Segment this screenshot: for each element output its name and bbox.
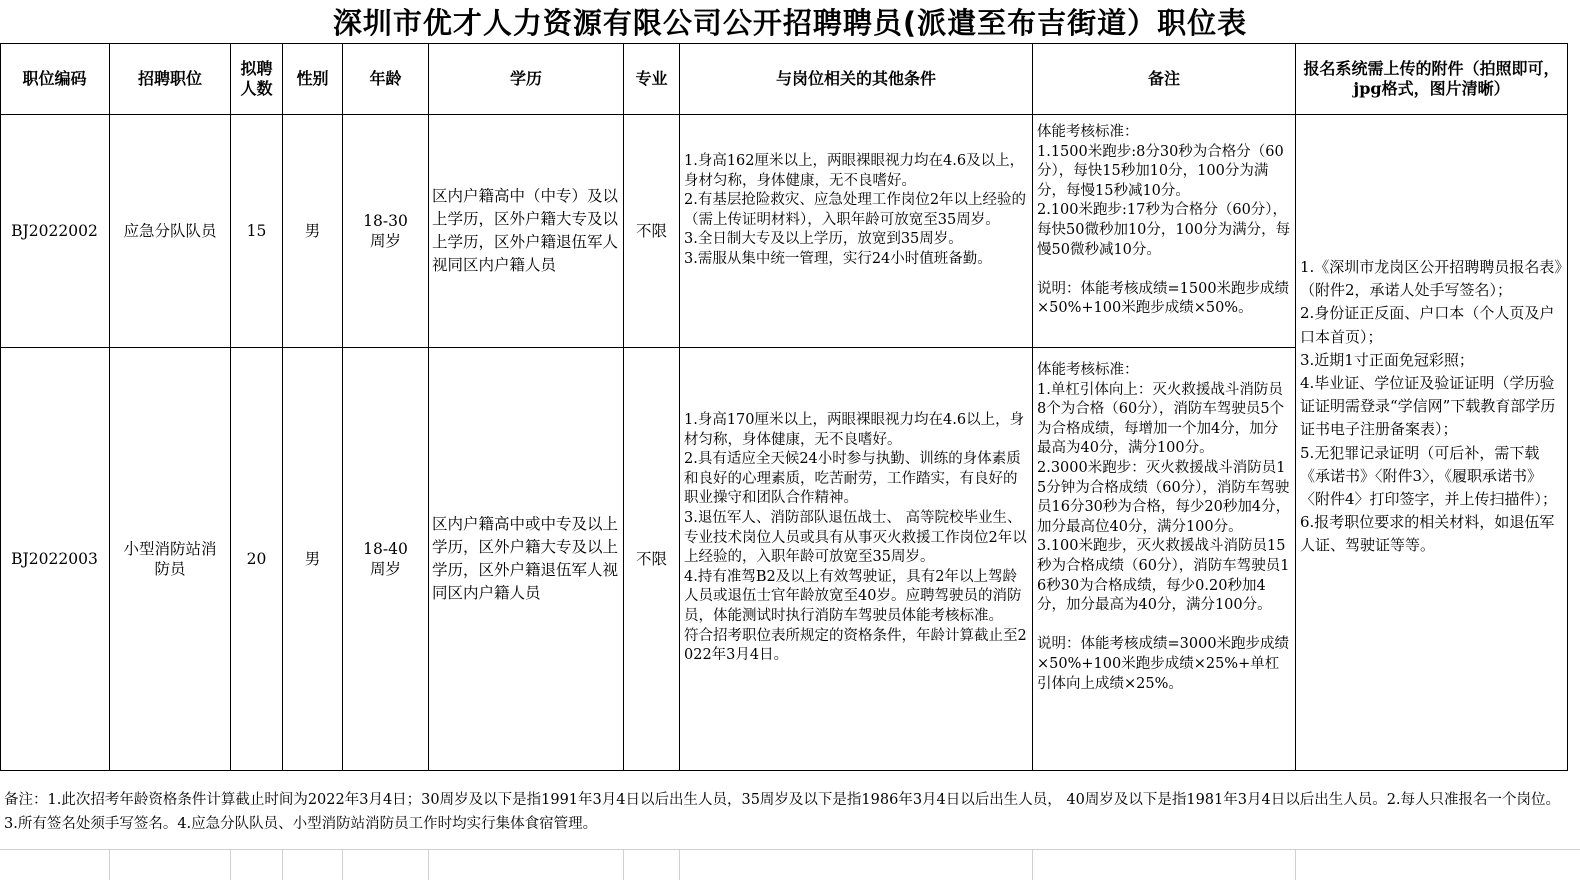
condition-line: 3.需服从集中统一管理，实行24小时值班备勤。 [684, 250, 992, 267]
row1-count: 15 [246, 222, 267, 240]
col-line [1567, 43, 1568, 771]
remark-line: 1.1500米跑步:8分30秒为合格分（60分），每快15秒加10分，100分为满分，每慢15秒减10分。 [1037, 143, 1284, 199]
header-count: 拟聘人数 [240, 59, 273, 98]
attachment-item: 5.无犯罪记录证明（可后补，需下载《承诺书》〈附件3〉，《履职承诺书》〈附件4〉打印签字，并上传扫描件）； [1300, 443, 1558, 509]
row2-major: 不限 [635, 550, 667, 568]
sheet-gridline [230, 849, 231, 880]
header-remarks: 备注 [1147, 69, 1180, 88]
row1-age: 18-30周岁 [363, 212, 408, 250]
condition-line: 符合招考职位表所规定的资格条件，年龄计算截止至2022年3月4日。 [684, 627, 1027, 664]
row2-code: BJ2022003 [11, 550, 98, 568]
attachment-item: 1.《深圳市龙岗区公开招聘聘员报名表》（附件2，承诺人处手写签名）； [1300, 258, 1562, 300]
sheet-gridline [109, 849, 110, 880]
remark-line: 1.单杠引体向上：灭火救援战斗消防员8个为合格（60分），消防车驾驶员5个为合格成绩，每增加一个加4分，加分最高为40分，满分100分。 [1037, 381, 1285, 457]
attachment-item: 2.身份证正反面、户口本（个人页及户口本首页）； [1300, 304, 1555, 346]
header-gender: 性别 [296, 69, 329, 88]
row2-gender: 男 [304, 550, 321, 568]
header-code: 职位编码 [22, 69, 87, 88]
header-position: 招聘职位 [137, 69, 202, 88]
row1-education: 区内户籍高中（中专）及以上学历，区外户籍大专及以上学历，区外户籍退伍军人视同区内户籍人员 [432, 187, 619, 274]
sheet-gridline [0, 849, 1580, 850]
remark-line [1037, 616, 1291, 636]
condition-line: 2.具有适应全天候24小时参与执勤、训练的身体素质和良好的心理素质，吃苦耐劳，工作踏实，有良好的职业操守和团队合作精神。 [684, 451, 1021, 507]
header-age: 年龄 [369, 69, 402, 88]
condition-line: 3.退伍军人、消防部队退伍战士、 高等院校毕业生、 专业技术岗位人员或具有从事灭火救援工作岗位2年以上经验的，入职年龄可放宽至35周岁。 [684, 509, 1027, 566]
remark-line: 说明：体能考核成绩=1500米跑步成绩×50%+100米跑步成绩×50%。 [1037, 280, 1290, 317]
row1-major: 不限 [635, 222, 667, 240]
remark-line: 2.100米跑步:17秒为合格分（60分），每快50微秒加10分，100分为满分，每慢50微秒减10分。 [1037, 202, 1291, 258]
sheet-gridline [282, 849, 283, 880]
attachment-item: 6.报考职位要求的相关材料，如退伍军人证、驾驶证等等。 [1300, 513, 1555, 555]
condition-line: 3.全日制大专及以上学历，放宽到35周岁。 [684, 231, 963, 248]
condition-line: 1.身高170厘米以上，两眼裸眼视力均在4.6以上，身材匀称，身体健康，无不良嗜好。 [684, 412, 1025, 448]
attachment-item: 3.近期1寸正面免冠彩照； [1300, 350, 1474, 369]
remark-line [1037, 260, 1291, 280]
row1-position: 应急分队队员 [123, 222, 217, 240]
row2-remarks [1033, 361, 1295, 694]
row1-remarks [1033, 123, 1295, 319]
remark-line: 3.100米跑步，灭火救援战斗消防员15秒为合格成绩（60分），消防车驾驶员16秒30为合格成绩，每少0.20秒加4分，加分最高为40分，满分100分。 [1037, 538, 1290, 614]
row2-count: 20 [246, 550, 267, 568]
attachment-item: 4.毕业证、学位证及验证证明（学历验证证明需登录“学信网”下载教育部学历证书电子注册备案表）； [1300, 374, 1556, 439]
remark-line: 2.3000米跑步：灭火救援战斗消防员15分钟为合格成绩（60分），消防车驾驶员16分30秒为合格，每少20秒加4分，加分最高位40分，满分100分。 [1037, 459, 1291, 535]
condition-line: 4.持有准驾B2及以上有效驾驶证，具有2年以上驾龄人员或退伍士官年龄放宽至40岁。应聘驾驶员的消防员，体能测试时执行消防车驾驶员体能考核标准。 [684, 568, 1022, 624]
condition-line: 2.有基层抢险救灾、应急处理工作岗位2年以上经验的（需上传证明材料），入职年龄可放宽至35周岁。 [684, 192, 1027, 228]
footnote: 备注：1.此次招考年龄资格条件计算截止时间为2022年3月4日；30周岁及以下是指1991年3月4日以后出生人员，35周岁及以下是指1986年3月4日以后出生人员， 40周岁及以下是指1981年3月4日以后出生人员。2.每人只准报名一个岗位。3.所有签名处须手写签名。4.应急分队队员、小型消防站消防员工作时均实行集体食宿管理。 [4, 792, 1561, 832]
row1-code: BJ2022002 [11, 222, 98, 240]
header-major: 专业 [635, 69, 668, 88]
sheet-gridline [428, 849, 429, 880]
header-education: 学历 [509, 69, 542, 88]
row1-gender: 男 [304, 222, 321, 240]
row2-position: 小型消防站消防员 [123, 540, 217, 578]
sheet-gridline [623, 849, 624, 880]
page-title: 深圳市优才人力资源有限公司公开招聘聘员(派遣至布吉街道）职位表 [332, 6, 1248, 40]
header-conditions: 与岗位相关的其他条件 [775, 69, 936, 88]
remark-line: 体能考核标准： [1037, 124, 1139, 140]
sheet-gridline [342, 849, 343, 880]
row2-age: 18-40周岁 [363, 540, 408, 578]
row2-conditions [680, 411, 1032, 666]
row1-conditions [680, 152, 1032, 270]
sheet-gridline [679, 849, 680, 880]
remark-line: 体能考核标准： [1037, 362, 1139, 378]
header-attachments: 报名系统需上传的附件（拍照即可，jpg格式，图片清晰） [1303, 59, 1560, 98]
sheet-gridline [1295, 849, 1296, 880]
attachments-list [1296, 256, 1567, 558]
remark-line: 说明：体能考核成绩=3000米跑步成绩×50%+100米跑步成绩×25%+单杠引体向上成绩×25%。 [1037, 636, 1290, 692]
condition-line: 1.身高162厘米以上，两眼裸眼视力均在4.6及以上，身材匀称，身体健康，无不良嗜好。 [684, 153, 1025, 189]
sheet-gridline [1032, 849, 1033, 880]
table-border-bottom [0, 770, 1568, 771]
row2-education: 区内户籍高中或中专及以上学历，区外户籍大专及以上学历，区外户籍退伍军人视同区内户籍人员 [432, 515, 619, 602]
